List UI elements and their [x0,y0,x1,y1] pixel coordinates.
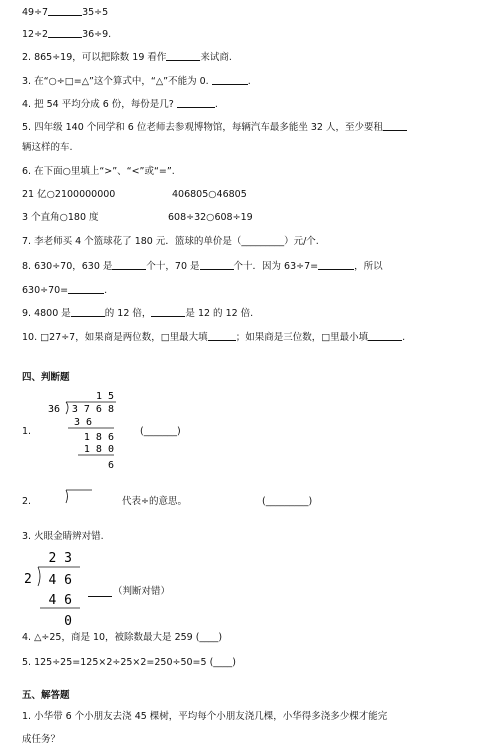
expr: 49÷7 [22,7,49,18]
judge-4: 4. △÷25，商是 10，被除数最大是 259 (____) [22,632,223,643]
question-text: 的 12 倍， [104,308,152,319]
question-2 [22,50,232,64]
expr: 35÷5 [82,7,109,18]
judge-2-paren[interactable]: (_________) [262,496,313,507]
compare-item: 21 亿○2100000000 [22,189,116,200]
question-text: 7. 李老师买 4 个篮球花了 180 元．篮球的单价是（_________）元/个. [22,236,319,247]
question-text: . [402,332,406,343]
judge-1-paren[interactable]: (_______) [140,426,181,437]
judge-3-label: 3. 火眼金睛辨对错. [22,531,104,542]
divisor: 36 [48,404,61,415]
step-3: 1 8 0 [83,444,114,455]
question-text: . [247,76,251,87]
answer-blank[interactable] [318,259,354,270]
question-10 [22,330,405,344]
answer-blank[interactable] [151,306,185,317]
step-1: 4 6 [48,593,72,608]
question-8-cont [22,283,107,297]
section-heading-judge: 四、判断题 [22,372,70,383]
answer-blank[interactable] [166,50,200,61]
answer-blank[interactable] [48,27,82,38]
expr: 36÷9. [82,29,112,40]
step-2: 1 8 6 [83,432,114,443]
question-text: ，所以 [354,261,383,272]
section-heading-solve: 五、解答题 [22,690,70,701]
compare-row-1 [22,189,115,201]
division-bracket-icon [62,487,94,507]
answer-blank[interactable] [208,330,236,341]
answer-blank[interactable] [71,306,105,317]
question-text: ；如果商是三位数，□里最小填 [235,332,369,343]
question-5-cont [22,142,73,154]
question-4 [22,97,218,111]
divisor: 2 [24,572,32,587]
question-9 [22,306,253,320]
compare-item: 3 个直角○180 度 [22,212,99,223]
compare-item-right: 608÷32○608÷19 [168,212,253,223]
row-0 [22,5,108,19]
expr: 12÷2 [22,29,49,40]
judge-1-label: 1. [22,426,32,437]
judge-2-label: 2. [22,496,32,507]
question-text: . [104,285,108,296]
question-text: 4. 把 54 平均分成 6 份，每份是几? [22,99,174,110]
answer-blank[interactable] [112,259,146,270]
long-division-3 [20,546,90,628]
question-text: 8. 630÷70，630 是 [22,261,113,272]
question-5 [22,120,407,134]
question-text: 630÷70= [22,285,69,296]
question-text: 辆这样的车. [22,142,73,153]
answer-blank[interactable] [368,330,402,341]
dividend: 4 6 [48,573,72,588]
question-text: 个十．因为 63÷7= [233,261,319,272]
judge-5: 5. 125÷25=125×2÷25×2=250÷50=5 (____) [22,657,236,668]
question-text: 是 12 的 12 倍. [185,308,254,319]
answer-blank[interactable] [383,120,407,131]
long-division-1 [44,388,124,474]
judge-2-text: 代表÷的意思。 [122,496,187,507]
remainder: 6 [107,460,114,471]
question-text: 6. 在下面○里填上“>”、“<”或“=”. [22,166,175,177]
dividend: 3 7 6 8 [71,404,114,415]
question-3 [22,74,251,88]
question-text: 9. 4800 是 [22,308,71,319]
quotient: 2 3 [48,551,72,566]
answer-blank[interactable] [68,283,104,294]
answer-blank[interactable] [212,74,248,85]
step-1: 3 6 [73,417,92,428]
question-text: 来试商. [200,52,232,63]
compare-item-right: 406805○46805 [172,189,247,200]
question-text: 3. 在“○÷□=△”这个算式中，“△”不能为 0. [22,76,209,87]
quotient: 1 5 [95,391,114,402]
solve-1-cont: 成任务？ [22,734,61,745]
question-6 [22,166,175,178]
compare-row-2 [22,212,99,224]
answer-blank[interactable] [48,5,82,16]
solve-1: 1. 小华带 6 个小朋友去浇 45 棵树，平均每个小朋友浇几棵，小华得多浇多少棵才能完 [22,711,388,722]
answer-blank[interactable] [88,586,112,597]
question-text: 5. 四年级 140 个同学和 6 位老师去参观博物馆，每辆汽车最多能坐 32 人，至少要租 [22,122,383,133]
question-7 [22,236,319,248]
answer-blank[interactable] [200,259,234,270]
question-8 [22,259,383,273]
question-text: 个十，70 是 [146,261,200,272]
judge-3-tail: （判断对错） [113,586,171,597]
question-text: 10. □27÷7，如果商是两位数，□里最大填 [22,332,208,343]
answer-blank[interactable] [177,97,215,108]
remainder: 0 [64,614,72,628]
question-text: . [214,99,218,110]
question-text: 2. 865÷19，可以把除数 19 看作 [22,52,167,63]
row-1 [22,27,111,41]
